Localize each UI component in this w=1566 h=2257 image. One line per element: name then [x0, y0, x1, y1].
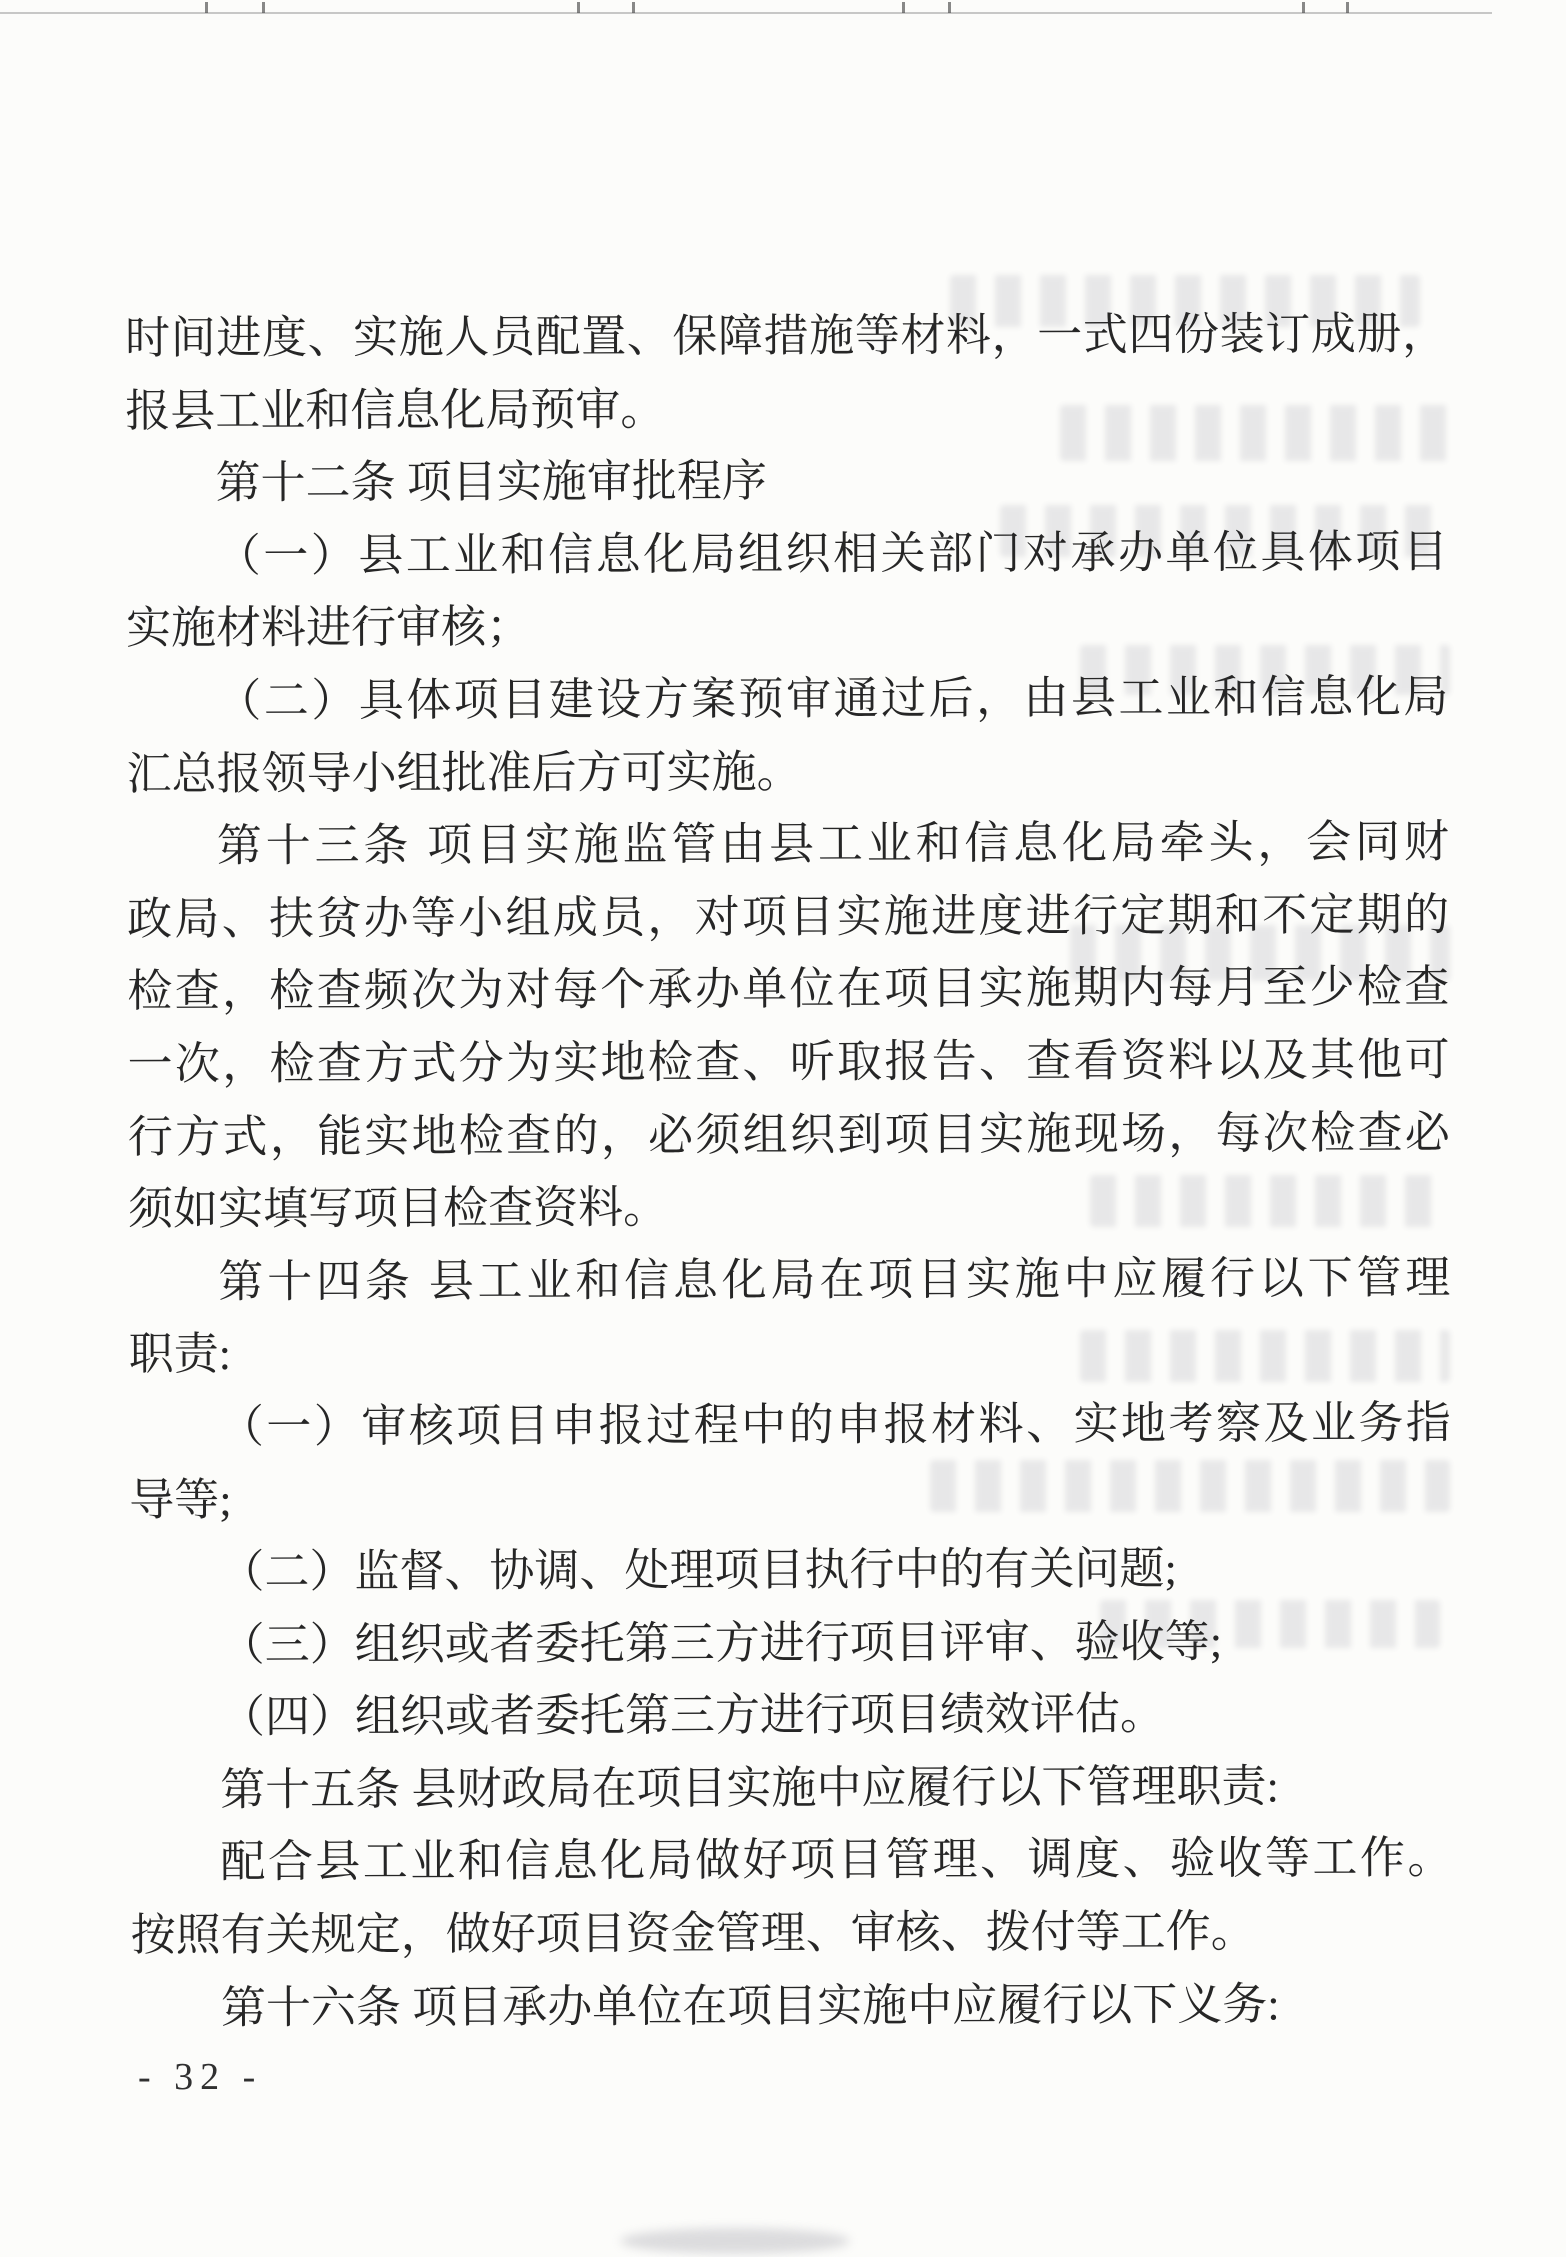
text-line: 第十二条 项目实施审批程序 [215, 456, 767, 509]
text-line: 按照有关规定，做好项目资金管理、审核、拨付等工作。 [130, 1906, 1256, 1961]
scan-edge-tick [577, 2, 580, 13]
text-line: 须如实填写项目检查资料。 [128, 1182, 669, 1235]
scan-edge-tick [1302, 2, 1305, 13]
text-line: 第十四条 县工业和信息化局在项目实施中应履行以下管理 [218, 1252, 1451, 1307]
text-line: （二）具体项目建设方案预审通过后，由县工业和信息化局 [216, 671, 1449, 726]
text-line: （一）审核项目申报过程中的申报材料、实地考察及业务指 [218, 1397, 1451, 1452]
text-line: 第十五条 县财政局在项目实施中应履行以下管理职责: [220, 1761, 1280, 1815]
text-line: 时间进度、实施人员配置、保障措施等材料，一式四份装订成册， [125, 308, 1448, 364]
text-line: 实施材料进行审核； [126, 602, 532, 654]
text-line: 报县工业和信息化局预审。 [125, 384, 666, 436]
text-line: 第十三条 项目实施监管由县工业和信息化局牵头，会同财 [216, 816, 1449, 872]
text-line: （一）县工业和信息化局组织相关部门对承办单位具体项目 [215, 526, 1448, 581]
scan-edge-tick [1346, 2, 1349, 13]
text-line: 一次，检查方式分为实地检查、听取报告、查看资料以及其他可 [127, 1034, 1450, 1090]
text-line: 配合县工业和信息化局做好项目管理、调度、验收等工作。 [220, 1833, 1453, 1888]
page-number: - 32 - [138, 2056, 263, 2098]
text-line: 汇总报领导小组批准后方可实施。 [126, 746, 802, 799]
scan-edge-tick [205, 2, 208, 13]
scan-edge-tick [902, 2, 905, 13]
scan-edge-artifact [0, 12, 1492, 14]
scan-edge-tick [632, 2, 635, 13]
text-line: 第十六条 项目承办单位在项目实施中应履行以下义务: [220, 1978, 1280, 2033]
text-line: 政局、扶贫办等小组成员，对项目实施进度进行定期和不定期的 [127, 889, 1450, 945]
text-line: 行方式，能实地检查的，必须组织到项目实施现场，每次检查必 [127, 1107, 1450, 1162]
text-line: （二）监督、协调、处理项目执行中的有关问题; [219, 1543, 1177, 1598]
text-line: 职责: [128, 1329, 232, 1380]
text-line: （四）组织或者委托第三方进行项目绩效评估。 [219, 1688, 1166, 1743]
text-line: 导等; [129, 1474, 232, 1525]
scan-edge-tick [262, 2, 265, 13]
smudge-artifact [620, 2228, 850, 2254]
document-lines [125, 298, 1453, 2045]
text-line: （三）组织或者委托第三方进行项目评审、验收等; [219, 1616, 1223, 1670]
text-line: 检查，检查频次为对每个承办单位在项目实施期内每月至少检查 [127, 962, 1450, 1017]
scan-edge-tick [948, 2, 951, 13]
